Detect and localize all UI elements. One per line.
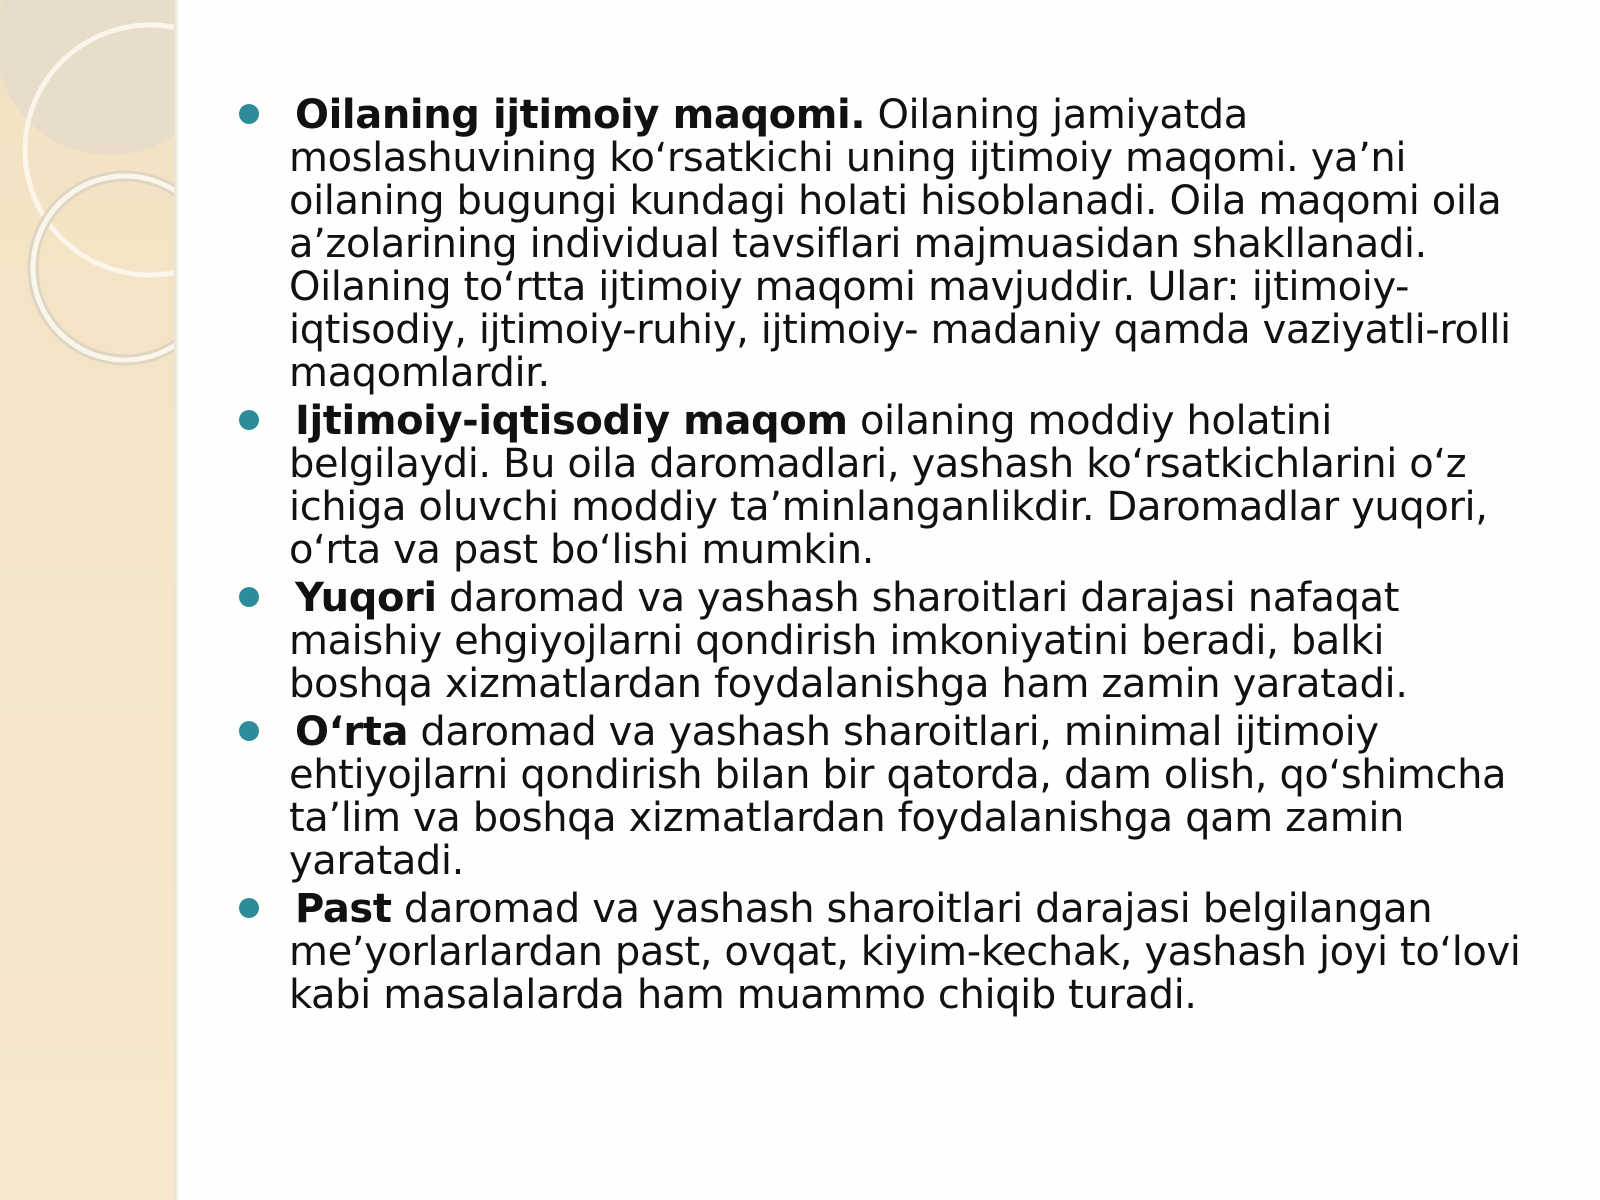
bullet-lead: Ijtimoiy-iqtisodiy maqom xyxy=(295,398,848,444)
decorative-side-panel xyxy=(0,0,174,1200)
bullet-text xyxy=(289,711,1532,883)
bullet-item-socio-economic-status xyxy=(232,400,1532,572)
side-panel-edge xyxy=(174,0,178,1200)
bullet-text xyxy=(289,577,1532,706)
bullet-dot-icon xyxy=(239,721,259,741)
bullet-dot-icon xyxy=(239,587,259,607)
bullet-item-middle-income xyxy=(232,711,1532,883)
bullet-item-high-income xyxy=(232,577,1532,706)
bullet-item-family-social-status xyxy=(232,94,1532,395)
decorative-rings xyxy=(0,0,174,1200)
bullet-body: oilaning moddiy holatini belgilaydi. Bu oila daromadlari, yashash koʻrsatkichlarini oʻz ichiga oluvchi moddiy taʼminlanganlikdir. Daromadlar yuqori, oʻrta va past boʻlishi mumkin. xyxy=(289,398,1488,573)
bullet-lead: Oilaning ijtimoiy maqomi. xyxy=(295,92,866,138)
bullet-body: daromad va yashash sharoitlari darajasi nafaqat maishiy ehgiyojlarni qondirish imkoniyatini beradi, balki boshqa xizmatlardan foydalanishga ham zamin yaratadi. xyxy=(289,575,1408,707)
bullet-lead: Oʻrta xyxy=(295,709,409,755)
bullet-text xyxy=(289,94,1532,395)
bullet-list xyxy=(232,94,1532,1017)
bullet-lead: Yuqori xyxy=(295,575,437,621)
bullet-text xyxy=(289,888,1532,1017)
bullet-dot-icon xyxy=(239,898,259,918)
bullet-body: daromad va yashash sharoitlari darajasi belgilangan meʼyorlarlardan past, ovqat, kiyim-kechak, yashash joyi toʻlovi kabi masalalarda ham muammo chiqib turadi. xyxy=(289,886,1521,1018)
bullet-body: Oilaning jamiyatda moslashuvining koʻrsatkichi uning ijtimoiy maqomi. yaʼni oilaning bugungi kundagi holati hisoblanadi. Oila maqomi oila aʼzolarining individual tavsiflari majmuasidan shakllanadi. Oilaning toʻrtta ijtimoiy maqomi mavjuddir. Ular: ijtimoiy-iqtisodiy, ijtimoiy-ruhiy, ijtimoiy- madaniy qamda vaziyatli-rolli maqomlardir. xyxy=(289,92,1511,396)
bullet-dot-icon xyxy=(239,104,259,124)
slide-content xyxy=(232,94,1532,1022)
bullet-lead: Past xyxy=(295,886,392,932)
bullet-body: daromad va yashash sharoitlari, minimal ijtimoiy ehtiyojlarni qondirish bilan bir qatorda, dam olish, qoʻshimcha taʼlim va boshqa xizmatlardan foydalanishga qam zamin yaratadi. xyxy=(289,709,1507,884)
bullet-dot-icon xyxy=(239,410,259,430)
bullet-item-low-income xyxy=(232,888,1532,1017)
bullet-text xyxy=(289,400,1532,572)
